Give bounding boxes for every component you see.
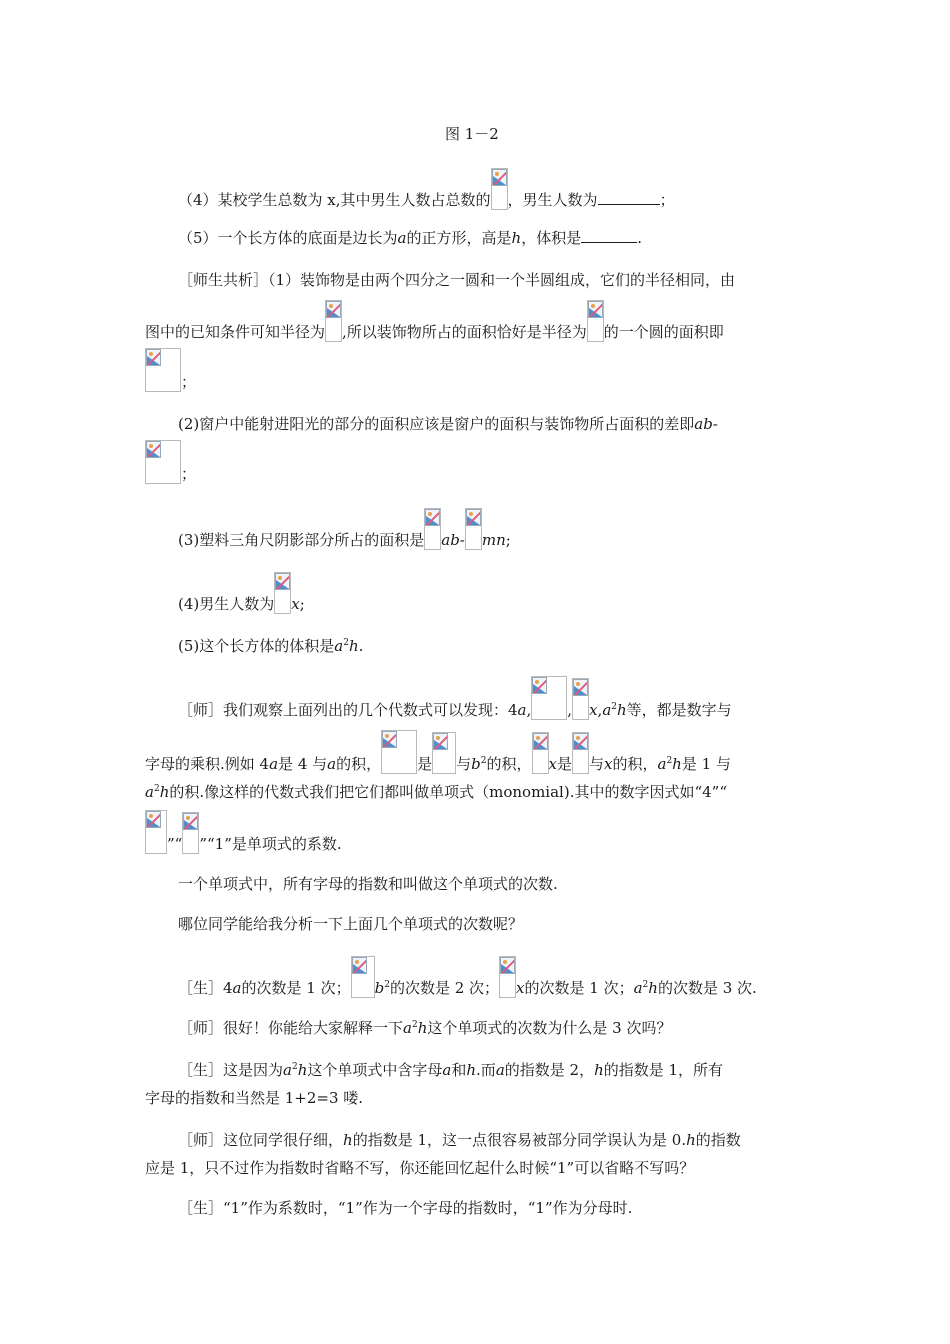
dialog-text: 是 4 与 (278, 755, 328, 773)
image-icon (588, 301, 603, 318)
punct: , (567, 701, 573, 719)
var-h: h (466, 1061, 477, 1079)
var-a: a (495, 1061, 505, 1079)
dialog-text: 与 (588, 755, 604, 773)
dialog-text: 是 (556, 755, 572, 773)
var-a: a (269, 755, 279, 773)
exponent: 2 (411, 1020, 418, 1030)
student-line-1 (178, 956, 757, 998)
dialog-text: ［生］4 (178, 979, 233, 997)
var-b: b (471, 755, 481, 773)
var-a: a (517, 701, 527, 719)
image-icon (532, 677, 547, 694)
expr-ab: ab- (441, 531, 465, 549)
teacher-line-3 (145, 782, 727, 802)
analysis-4-line (178, 572, 305, 614)
dialog-text: 的次数是 1 次； (524, 979, 634, 997)
image-icon (466, 509, 481, 526)
punct: ； (181, 465, 197, 483)
paragraph-question: 哪位同学能给我分析一下上面几个单项式的次数呢？ (178, 915, 524, 933)
analysis-3-line (178, 508, 511, 550)
punct: ; (505, 531, 511, 549)
item-5-text: （5）一个长方体的底面是边长为 (178, 229, 398, 247)
punct: ； (659, 191, 675, 209)
exponent: 2 (153, 784, 160, 794)
exponent: 2 (611, 702, 617, 712)
exponent: 2 (480, 756, 487, 766)
dialog-text: 的指数 (695, 1131, 741, 1149)
dialog-text: ［师］这位同学很仔细， (178, 1131, 344, 1149)
analysis-line-1: ［师生共析］（1）装饰物是由两个四分之一圆和一个半圆组成，它们的半径相同，由 (178, 271, 736, 289)
dialog-text: .而 (476, 1061, 496, 1079)
dialog-text: ［生］这是因为 (178, 1061, 284, 1079)
analysis-2-line (178, 414, 718, 434)
analysis-text-3: 的一个圆的面积即 (603, 323, 724, 341)
formula-image-placeholder (145, 348, 181, 392)
punct: , (597, 701, 603, 719)
analysis-line-2 (145, 300, 724, 342)
formula-image-placeholder (532, 732, 549, 774)
formula-image-placeholder (381, 730, 417, 774)
punct: ; (299, 595, 305, 613)
var-a: a (602, 701, 612, 719)
image-icon (573, 733, 588, 750)
var-x: x (291, 595, 300, 613)
analysis-3-text: (3)塑料三角尺阴影部分所占的面积是 (178, 531, 425, 549)
var-h: h (343, 1131, 353, 1149)
var-b: b (374, 979, 385, 997)
image-icon (500, 957, 515, 974)
var-a: a (145, 783, 154, 801)
student-line-2 (178, 1060, 723, 1080)
exponent: 2 (291, 1062, 298, 1072)
dialog-text: 字母的乘积.例如 4 (145, 755, 270, 773)
exponent: 2 (666, 756, 673, 766)
formula-image-placeholder (572, 678, 589, 720)
image-icon (382, 731, 397, 748)
dialog-text: 的指数是 1，所有 (603, 1061, 724, 1079)
dialog-text: 与 (456, 755, 472, 773)
analysis-2-formula (145, 440, 196, 484)
var-a: a (334, 637, 344, 655)
dialog-text: 和 (451, 1061, 467, 1079)
var-x: x (589, 701, 598, 719)
student-line-3: ［生］“1”作为系数时，“1”作为一个字母的指数时，“1”作为分母时. (178, 1199, 633, 1217)
answer-blank[interactable] (598, 190, 660, 205)
dialog-text: 的指数是 1，这一点很容易被部分同学误认为是 0. (352, 1131, 687, 1149)
var-h: h (686, 1131, 696, 1149)
dialog-text: 是 (417, 755, 433, 773)
image-icon (573, 679, 588, 696)
item-4-text-2: ，男生人数为 (507, 191, 598, 209)
var-x: x (604, 755, 613, 773)
student-line-2b: 字母的指数和当然是 1+2=3 喽. (145, 1089, 364, 1107)
analysis-2-text: (2)窗户中能射进阳光的部分的面积应该是窗户的面积与装饰物所占面积的差即 (178, 415, 695, 433)
punct: . (637, 229, 642, 247)
dialog-text: 这个单项式的次数为什么是 3 次吗？ (427, 1019, 672, 1037)
formula-image-placeholder (325, 300, 342, 342)
teacher-line-1 (178, 676, 732, 720)
dialog-text: ”“1”是单项式的系数. (199, 835, 342, 853)
item-4-line (178, 168, 675, 210)
var-h: h (672, 755, 682, 773)
dialog-text: 是 1 与 (681, 755, 731, 773)
item-4-text: （4）某校学生总数为 x,其中男生人数占总数的 (178, 191, 491, 209)
teacher-line-6b: 应是 1，只不过作为指数时省略不写，你还能回忆起什么时候“1”可以省略不写吗？ (145, 1159, 695, 1177)
var-a: a (327, 755, 337, 773)
image-icon (533, 733, 548, 750)
paragraph-degree-definition: 一个单项式中，所有字母的指数和叫做这个单项式的次数. (178, 875, 558, 893)
punct: ； (181, 373, 197, 391)
formula-image-placeholder (531, 676, 567, 720)
analysis-5-text: (5)这个长方体的体积是 (178, 637, 335, 655)
expr-ab: ab- (694, 415, 718, 433)
image-icon (275, 573, 290, 590)
dialog-text: 这个单项式中含字母 (307, 1061, 443, 1079)
analysis-text: 图中的已知条件可知半径为 (145, 323, 326, 341)
formula-image-placeholder (491, 168, 508, 210)
punct: , (526, 701, 532, 719)
exponent: 2 (384, 980, 390, 990)
image-icon (352, 957, 367, 974)
var-x: x (516, 979, 525, 997)
teacher-line-2 (145, 730, 731, 774)
formula-image-placeholder (182, 812, 199, 854)
teacher-line-5 (178, 1018, 671, 1038)
dialog-text: 的积， (336, 755, 382, 773)
formula-image-placeholder (572, 732, 589, 774)
exponent: 2 (343, 638, 349, 648)
formula-image-placeholder (465, 508, 482, 550)
image-icon (146, 811, 161, 828)
dialog-text: 的次数是 3 次. (657, 979, 757, 997)
var-a: a (633, 979, 643, 997)
var-h: h (297, 1061, 308, 1079)
dialog-text: 的积， (486, 755, 532, 773)
image-icon (183, 813, 198, 830)
dialog-text: ［师］很好！你能给大家解释一下 (178, 1019, 404, 1037)
item-5-text-3: ，体积是 (521, 229, 582, 247)
dialog-text-2: 等，都是数字与 (626, 701, 732, 719)
image-icon (433, 733, 448, 750)
dialog-text: ［师］我们观察上面列出的几个代数式可以发现：4 (178, 701, 518, 719)
formula-image-placeholder (587, 300, 604, 342)
analysis-text-2: ,所以装饰物所占的面积恰好是半径为 (342, 323, 587, 341)
image-icon (146, 349, 161, 366)
exponent: 2 (642, 980, 649, 990)
var-h: h (348, 637, 359, 655)
formula-image-placeholder (145, 440, 181, 484)
var-a: a (403, 1019, 412, 1037)
punct: . (358, 637, 364, 655)
dialog-text: 的指数是 2， (504, 1061, 595, 1079)
var-a: a (657, 755, 667, 773)
var-h: h (159, 783, 170, 801)
expr-mn: mn (481, 531, 506, 549)
image-icon (492, 169, 507, 186)
answer-blank[interactable] (581, 228, 637, 243)
punct: ”“ (167, 835, 183, 853)
image-icon (326, 301, 341, 318)
analysis-line-3 (145, 348, 196, 392)
dialog-text: 的次数是 1 次； (241, 979, 351, 997)
analysis-4-text: (4)男生人数为 (178, 595, 275, 613)
var-h: h (594, 1061, 604, 1079)
var-x: x (548, 755, 557, 773)
var-h: h (511, 229, 522, 247)
dialog-text: 的次数是 2 次； (389, 979, 500, 997)
formula-image-placeholder (351, 956, 375, 998)
var-a: a (397, 229, 407, 247)
image-icon (146, 441, 161, 458)
figure-caption: 图 1－2 (445, 125, 499, 143)
image-icon (425, 509, 440, 526)
item-5-line (178, 228, 642, 248)
var-a: a (232, 979, 242, 997)
teacher-line-4 (145, 810, 342, 854)
dialog-text: 的积， (612, 755, 658, 773)
item-5-text-2: 的正方形，高是 (406, 229, 512, 247)
formula-image-placeholder (274, 572, 291, 614)
analysis-5-line (178, 636, 363, 656)
var-a: a (442, 1061, 452, 1079)
formula-image-placeholder (424, 508, 441, 550)
var-h: h (617, 701, 627, 719)
var-h: h (648, 979, 658, 997)
teacher-line-6 (178, 1130, 741, 1150)
formula-image-placeholder (145, 810, 167, 854)
var-a: a (283, 1061, 292, 1079)
dialog-text: 的积.像这样的代数式我们把它们都叫做单项式（monomial).其中的数字因式如“4”“ (169, 783, 728, 801)
formula-image-placeholder (432, 732, 456, 774)
var-h: h (417, 1019, 428, 1037)
formula-image-placeholder (499, 956, 516, 998)
